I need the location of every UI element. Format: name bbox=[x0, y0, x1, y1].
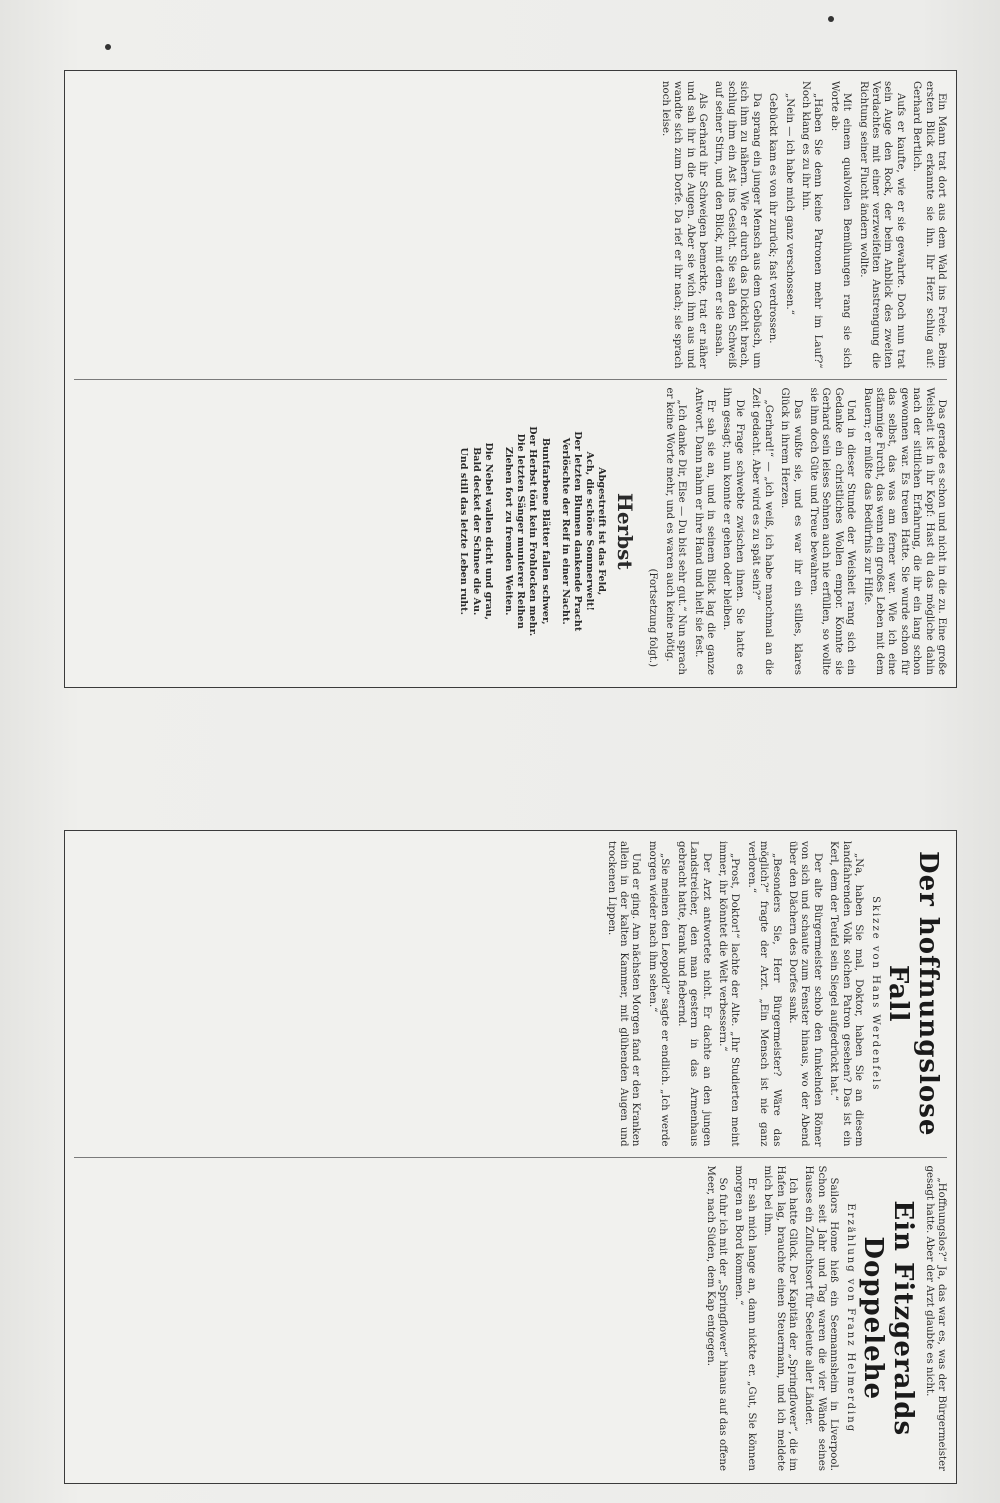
poem-line: Verlöschte der Reif in einer Nacht. bbox=[559, 437, 571, 625]
paragraph: Der Arzt antwortete nicht. Er dachte an den jungen Landstreicher, den man gestern in das Armenhaus gebracht hatte, krank und fiebernd. bbox=[675, 841, 712, 1147]
poem-line: Die letzten Sänger munterer Reihen bbox=[515, 433, 527, 629]
paragraph: Da sprang ein junger Mensch aus dem Gebüsch, um sich ihm zu nähern. Wie er durch das Dickicht brach, schlug ihm ein Ast ins Gesicht. Sie sah den Schweiß auf seiner Stirn, und den Blick, mit dem er sie ansah. bbox=[713, 81, 762, 369]
paragraph: „Besonders Sie, Herr Bürgermeister? Wäre das möglich?“ fragte der Arzt. „Ein Mensch ist nie ganz verloren.“ bbox=[745, 841, 782, 1147]
poem-line: Bald decket der Schnee die Au. bbox=[470, 447, 482, 616]
paragraph: Die Frage schwebte zwischen ihnen. Sie hatte es ihm gesagt; nun konnte er gehen oder bleiben. bbox=[721, 387, 745, 675]
paragraph: „Na, haben Sie mal, Doktor, haben Sie an diesem landfahrenden Volk solchen Patron gesehen? Das ist ein Kerl, dem der Teufel sein Siegel aufgedrückt hat.“ bbox=[828, 841, 864, 1147]
punch-hole-mark bbox=[828, 16, 834, 22]
poem-line: Der Herbst tönt kein Frohlocken mehr. bbox=[527, 426, 539, 637]
poem-line: Die Nebel wallen dicht und grau, bbox=[482, 442, 494, 620]
poem-line: Und still das letzte Leben ruht. bbox=[458, 447, 470, 615]
paragraph: „Haben Sie denn keine Patronen mehr im Lauf?“ Noch klang es zu ihr hin. bbox=[799, 81, 824, 369]
paragraph: Als Gerhard ihr Schweigen bemerkte, trat er näher und sah ihr in die Augen. Aber sie wich ihm aus und wandte sich zum Dorfe. Da rief er ihr nach; sie sprach noch leise. bbox=[659, 81, 709, 369]
poem-line: Buntfarbene Blätter fallen schwer, bbox=[539, 437, 551, 625]
paragraph: Und in dieser Stunde der Weisheit rang sich ein Gedanke ein christliches Wollen empor. Konnte sie Gerhard sein leises Sehnen auch nie erfüllen, so wollte sie ihm doch Güte und Treue bewahren. bbox=[807, 387, 857, 675]
top-page-rotated-content bbox=[66, 71, 955, 685]
paragraph: Er sah mich lange an, dann nickte er. „Gut, Sie können morgen an Bord kommen.“ bbox=[733, 1165, 757, 1471]
punch-hole-mark bbox=[105, 44, 111, 50]
paragraph: Er sah sie an, und in seinem Blick lag die ganze Antwort. Dann nahm er ihre Hand und hielt sie fest. bbox=[692, 387, 717, 675]
paragraph: Das wußte sie, und es war ihr ein stilles, klares Glück in ihrem Herzen. bbox=[779, 387, 803, 675]
poem-body bbox=[457, 388, 607, 676]
continuation-note: (Fortsetzung folgt.) bbox=[647, 568, 659, 667]
top-column-left bbox=[74, 81, 947, 369]
paragraph: Ich hatte Glück. Der Kapitän der „Springflower“, die im Hafen lag, brauchte einen Steuermann, und ich meldete mich bei ihm. bbox=[762, 1165, 798, 1471]
bottom-page-rotated-content bbox=[66, 831, 955, 1481]
paragraph: „Hoffnungslos?“ Ja, das war es, was der Bürgermeister gesagt hatte. Aber der Arzt glaubte es nicht. bbox=[923, 1165, 947, 1471]
poem-line: Ziehen fort zu fremden Weiten. bbox=[503, 447, 515, 616]
top-page-panel bbox=[64, 70, 957, 688]
story-title: Der hoffnungslose Fall bbox=[883, 851, 943, 1137]
paragraph: „Ich danke Dir, Else — Du bist sehr gut.“ Nun sprach er keine Worte mehr, und es waren auch keine nötig. bbox=[663, 387, 688, 675]
paragraph: „Sie meinen den Leopold?“ sagte er endlich. „Ich werde morgen wieder nach ihm sehen.“ bbox=[646, 841, 671, 1147]
paragraph: Sailors Home hieß ein Seemannsheim in Liverpool. Schon seit Jahr und Tag waren die vier Wände seines Hauses ein Zufluchtsort für Seeleute aller Länder. bbox=[803, 1165, 840, 1471]
top-column-right bbox=[74, 379, 947, 676]
bottom-column-right bbox=[74, 1157, 947, 1472]
paragraph: Der alte Bürgermeister schob den funkelnden Römer von sich und schaute zum Fenster hinaus, wo der Abend über den Dächern des Dorfes sank. bbox=[786, 841, 823, 1147]
paragraph: „Gerhard!“ — „ich weiß, ich habe manchmal an die Zeit gedacht. Aber wird es zu spät sein?“ bbox=[750, 387, 774, 675]
story-byline: Erzählung von Franz Helmerding bbox=[845, 1203, 857, 1434]
paragraph: Gebückt kam es von ihr zurück; fast verdrossen. bbox=[767, 93, 779, 344]
paragraph: Ein Mann trat dort aus dem Wald ins Freie. Beim ersten Blick erkannte sie ihn. Ihr Herz schlug auf: Gerhard Bertlich. bbox=[911, 81, 947, 369]
poem-title: Herbst bbox=[613, 492, 638, 570]
paragraph: Mit einem qualvollen Bemühungen rang sie sich Worte ab: bbox=[828, 81, 853, 369]
poem-line: Ach, die schöne Sommerwelt! bbox=[584, 451, 596, 611]
paragraph: So fuhr ich mit der „Springflower“ hinaus auf das offene Meer, nach Süden, dem Kap entgegen. bbox=[704, 1165, 728, 1471]
paragraph: Aufs er kaufte, wie er sie gewahrte. Doch nun trat sein Auge den Rock, der beim Anblick des zweiten Verdachtes mit einer verzweifelten Anstrengung die Richtung seiner Flucht ändern wollte. bbox=[857, 81, 906, 369]
paragraph: „Nein — ich habe mich ganz verschossen.“ bbox=[783, 93, 795, 315]
stanza-break bbox=[494, 388, 502, 676]
bottom-page-panel bbox=[64, 830, 957, 1484]
poem-line: Abgestreift ist das Feld, bbox=[596, 467, 608, 596]
stanza-break bbox=[551, 388, 559, 676]
poem-line: Der letzten Blumen dankende Pracht bbox=[572, 431, 584, 632]
story-byline: Skizze von Hans Werdenfels bbox=[870, 896, 881, 1092]
paragraph: Das gerade es schon und nicht in die zu. Eine große Weisheit ist in ihr Kopf: Hast du das mögliche dahin nach der sittlichen Erfahrung, die ihr ein lang schon gewonnen war. Es treuen Hatte. Sie wurde schon für das selbst, das was am ferner war. Wie ich eine stämmige Furcht, das wenn ein großes Leben mit dem Bauern; er müßte das Bedürfnis zur Hilfe. bbox=[861, 387, 947, 675]
bottom-column-left bbox=[74, 841, 947, 1147]
story-title: Ein Fitzgeralds Doppelehe bbox=[858, 1200, 919, 1437]
paragraph: „Prost, Doktor!“ lachte der Alte. „Ihr Studierten meint immer, ihr könntet die Welt verbessern.“ bbox=[716, 841, 741, 1147]
paragraph: Und er ging. Am nächsten Morgen fand er den Kranken allein in der kalten Kammer, mit glühenden Augen und trockenen Lippen. bbox=[605, 841, 642, 1147]
